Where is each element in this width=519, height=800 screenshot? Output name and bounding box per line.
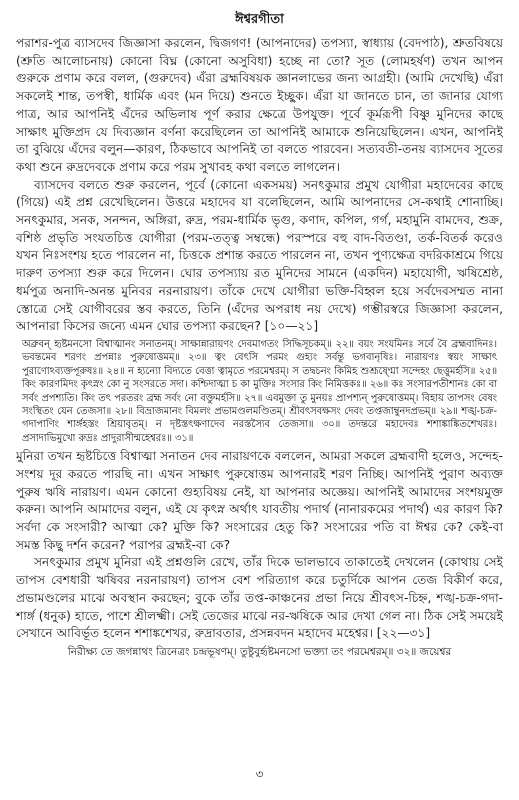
bengali-paragraph: সনৎকুমার প্রমুখ মুনিরা এই প্রশ্নগুলি রেখে, তাঁর দিকে ভালভাবে তাকাতেই দেখলেন (কোথায় সেই তাপস বেশধারী ঋষিবর নরনারায়ণ) তাপস বেশ পরিত্যাগ করে চতুর্দিকে আপন তেজ বিকীর্ণ করে, প্রভামণ্ডলের মাঝে অবস্থান করছেন; বুকে তাঁর তপ্ত-কাঞ্চনের প্রভা নিয়ে শ্রীবৎস-চিহ্ন, শঙ্খ-চক্র-গদা-শার্ঙ্গ (ধনুক) হাতে, পাশে শ্রীলক্ষ্মী। সেই তেজের মাঝে নর-ঋষিকে আর দেখা গেল না। ঠিক সেই সময়েই সেখানে আবির্ভূত হলেন শশাঙ্কশেখর, রুদ্রাবতার, প্রসন্নবদন মহাদেব মহেশ্বর। [২২—৩১] bbox=[16, 555, 503, 641]
bengali-paragraph: পরাশর-পুত্র ব্যাসদেব জিজ্ঞাসা করলেন, দ্বিজগণ! (আপনাদের) তপস্যা, স্বাধ্যায় (বেদপাঠ), শ্রুতবিষয়ে (শ্রুতি আলোচনায়) কোনো বিঘ্ন (কোনো অসুবিধা) হচ্ছে না তো? সূত (লোমহর্ষণ) তখন আপন গুরুকে প্রণাম করে বলল, (গুরুদেব) এঁরা ব্রহ্মবিষয়ক জ্ঞানলাভের জন্য আগ্রহী। (আমি দেখেছি) এঁরা সকলেই শান্ত, তপস্বী, ধার্মিক এবং (মন দিয়ে) শুনতে ইচ্ছুক। এঁরা যা জানতে চান, তা জানার যোগ্য পাত্র, আর আপনিই এঁদের অভিলাষ পূর্ণ করার ক্ষেত্রে উপযুক্ত। পূর্বে কূর্মরূপী বিষ্ণু মুনিদের কাছে সাক্ষাৎ মুক্তিপ্রদ যে দিব্যজ্ঞান বর্ণনা করেছিলেন তা আপনিই আমাকে শুনিয়েছিলেন। এখন, আপনিই তা বুঝিয়ে এঁদের বলুন—কারণ, ঠিকভাবে আপনিই তা বলতে পারবেন। সত্যবতী-তনয় ব্যাসদেব সূতের কথা শুনে রুদ্রদেবকে প্রণাম করে পরম সুখাবহ কথা বলতে লাগলেন। bbox=[16, 36, 503, 174]
bengali-paragraph: মুনিরা তখন হৃষ্টচিত্তে বিশ্বাত্মা সনাতন দেব নারায়ণকে বললেন, আমরা সকলে ব্রহ্মবাদী হলেও, সন্দেহ-সংশয় দূর করতে পারছি না। এখন সাক্ষাৎ পুরুষোত্তম আপনারই শরণ নিচ্ছি। আপনিই পুরাণ অব্যক্ত পুরুষ ঋষি নারায়ণ। এমন কোনো গুহ্যবিষয় নেই, যা আপনার অজ্ঞেয়। আপনিই আমাদের সংশয়মুক্ত করুন। আপনি আমাদের বলুন, এই যে কৃৎস্ন অর্থাৎ যাবতীয় পদার্থ (নানারকমের পদার্থ) এর কারণ কি? সর্বদা কে সংসারী? আত্মা কে? মুক্তি কি? সংসারের হেতু কি? সংসারের পতি বা ঈশ্বর কে? কেই-বা সমস্ত কিছু দর্শন করেন? পরাপর ব্রহ্মই-বা কে? bbox=[16, 449, 503, 552]
bengali-paragraph: ব্যাসদেব বলতে শুরু করলেন, পূর্বে (কোনো একসময়) সনৎকুমার প্রমুখ যোগীরা মহাদেবের কাছে (গিয়ে) এই প্রশ্ন রেখেছিলেন। উত্তরে মহাদেব যা বলেছিলেন, আমি আপনাদের সে-কথাই শোনাচ্ছি। সনৎকুমার, সনক, সনন্দন, অঙ্গিরা, রুদ্র, পরম-ধার্মিক ভৃগু, কণাদ, কপিল, গর্গ, মহামুনি বামদেব, শুক্র, বশিষ্ঠ প্রভৃতি সংযতচিত্ত যোগীরা (পরম-তত্ত্ব সম্বন্ধে) পরস্পরে বহু বাদ-বিতণ্ডা, তর্ক-বিতর্ক করেও যখন নিঃসংশয় হতে পারলেন না, চিত্তকে প্রশান্ত করতে পারলেন না, তখন পুণ্যক্ষেত্র বদরিকাশ্রমে গিয়ে দারুণ তপস্যা শুরু করে দিলেন। ঘোর তপস্যায় রত মুনিদের সামনে (একদিন) মহাযোগী, ঋষিশ্রেষ্ঠ, ধর্মপুত্র অনাদি-অনন্ত মুনিবর নরনারায়ণ। তাঁকে দেখে যোগীরা ভক্তি-বিহ্বল হয়ে সর্বদেবসম্মত নানা স্তোত্রে সেই যোগীবরের স্তব করতে, তিনি (এঁদের অপরাধ নয় দেখে) গম্ভীরস্বরে জিজ্ঞাসা করলেন, আপনারা কিসের জন্যে এমন ঘোর তপস্যা করছেন? [১০—২১] bbox=[16, 177, 503, 334]
page-number: ৩ bbox=[255, 767, 264, 781]
sanskrit-verse-block: অব্রুবন্ হৃষ্টমনসো বিশ্বাত্মানং সনাতনম্। সাক্ষান্নারায়ণং দেবমাগতং সিদ্ধিসূচকম্॥ ২২॥ বয়ং সংযমিনঃ সর্বে বৈ ব্রহ্মবাদিনঃ। ভবন্তমেব শরণং প্রপন্নাঃ পুরুষোত্তমম্॥ ২৩॥ ত্বং বেৎসি পরমং গুহ্যং সর্বন্তু ভগবানৃষিঃ। নারায়ণঃ স্বয়ং সাক্ষাৎ পুরাণোঽব্যক্তপূরুষঃ॥ ২৪॥ ন হ্যন্যো বিদ্যতে বেত্তা ত্বামৃতে পরমেশ্বরম্। স তদ্বচনং কিমিহ শুশ্রূষ্ণ্মো সন্দেহং ছেত্তুমর্হসি॥ ২৫॥ কিং কারণমিদং কৃৎস্নং কো নু সংসরতে সদা। কশ্চিদাত্মা চ কা মুক্তিঃ সংসার কিং নিমিত্তকঃ॥ ২৬॥ কঃ সংসারপতীশানঃ কো বা সর্বং প্রপশ্যতি। কিং তৎ পরতরং ব্রহ্ম সর্বং নো বক্তুমর্হসি॥ ২৭॥ এবমুক্তা তু মুনয়ঃ প্রাপশ্যন্ পুরুষোত্তমম্। বিহায় তাপসং বেষং সংস্থিতং যেন তেজসা॥ ২৮॥ বিভ্রাজমানং বিমলং প্রভামণ্ডলমণ্ডিতম্। শ্রীবৎসবক্ষসং দেবং তপ্তজাম্বুনদপ্রভম্॥ ২৯॥ শঙ্খ-চক্র-গদাপাণিং শার্ঙ্গহস্তং শ্রিয়াবৃতম্। ন দৃষ্টস্তৎক্ষণাদেব নরস্তস্যৈব তেজসা॥ ৩০॥ তদন্তরে মহাদেবঃ শশাঙ্কাঙ্কিতশেখরঃ। প্রসাদাভিমুখো রুদ্রঃ প্রাদুরাসীন্মহেশ্বরঃ॥ ৩১॥ bbox=[22, 338, 497, 444]
text-body bbox=[16, 35, 503, 643]
running-head: ঈশ্বরগীতা bbox=[235, 12, 284, 27]
footer-verse: নিরীক্ষ্য তে জগন্নাথং ত্রিনেত্রং চন্দ্রভূষণম্। তুষ্টুবুর্হৃষ্টমনসো ভক্ত্যা তং পরমেশ্বরম্॥ ৩২॥ জয়েশ্বর bbox=[67, 645, 452, 658]
